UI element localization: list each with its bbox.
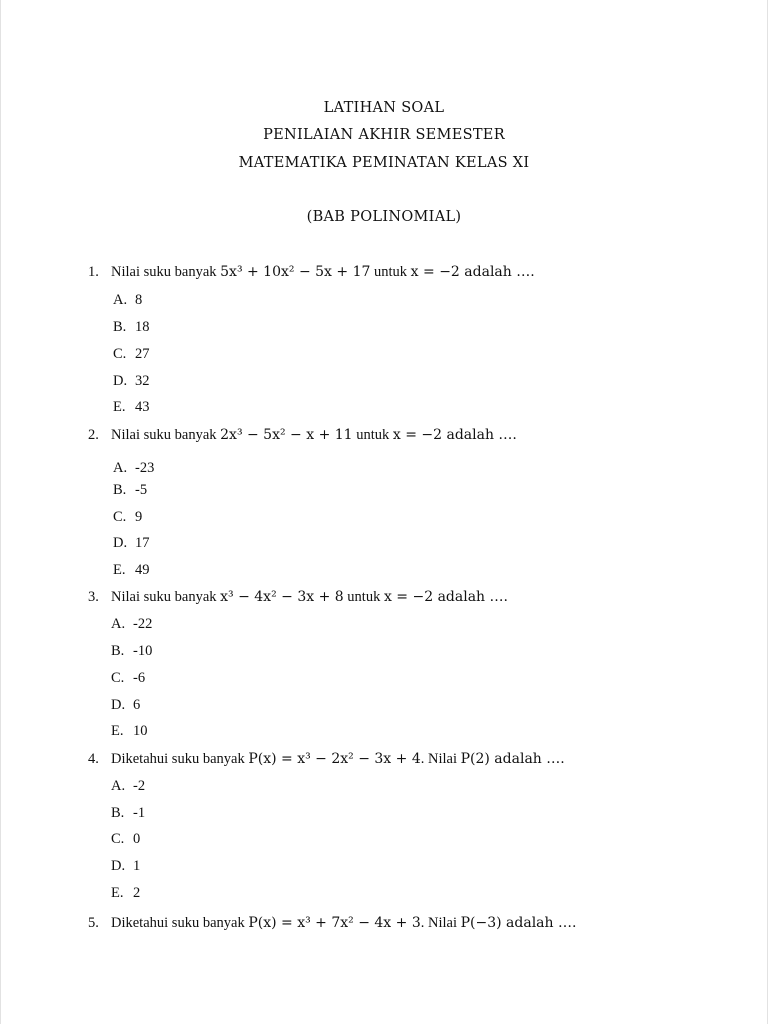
option-value: 10 [133,723,148,739]
question-text: Nilai suku banyak [111,264,221,280]
option-letter: D. [111,697,126,713]
question-text: Diketahui suku banyak [111,915,249,931]
question-text: . Nilai [420,751,461,767]
option-letter: B. [113,319,127,335]
question-4 [88,751,565,768]
question-5 [88,915,576,932]
option-3b [111,643,152,660]
question-math: x = −2 adalah …. [392,427,517,443]
option-value: 6 [133,697,141,713]
question-number: 5. [88,915,99,931]
option-1c [113,346,150,363]
option-3e [111,723,148,740]
question-math: P(2) adalah …. [460,751,565,767]
question-3 [88,589,508,606]
option-2e [113,562,150,579]
option-value: 8 [135,292,143,308]
question-text: Nilai suku banyak [111,427,221,443]
question-math: P(x) = x³ − 2x² − 3x + 4 [248,751,421,767]
option-1d [113,373,150,390]
question-number: 4. [88,751,99,767]
option-letter: A. [113,460,128,476]
option-letter: E. [111,885,124,901]
question-text: Diketahui suku banyak [111,751,249,767]
option-letter: D. [113,373,128,389]
option-4b [111,805,145,822]
option-letter: C. [111,670,125,686]
question-number: 3. [88,589,99,605]
option-3a [111,616,152,633]
option-value: 49 [135,562,150,578]
option-2a [113,460,154,477]
option-letter: E. [111,723,124,739]
option-4e [111,885,140,902]
question-math: P(−3) adalah …. [460,915,577,931]
option-letter: B. [111,643,125,659]
question-math: x = −2 adalah …. [383,589,508,605]
option-2b [113,482,147,499]
option-4c [111,831,140,848]
question-number: 2. [88,427,99,443]
question-math: x³ − 4x² − 3x + 8 [220,589,344,605]
option-value: -23 [135,460,155,476]
option-value: -10 [133,643,153,659]
doc-title-line-3: MATEMATIKA PEMINATAN KELAS XI [238,155,530,171]
question-math: x = −2 adalah …. [410,264,535,280]
option-letter: B. [111,805,125,821]
option-1b [113,319,150,336]
option-value: -2 [133,778,146,794]
question-text: untuk [352,427,393,443]
option-value: 1 [133,858,141,874]
question-2 [88,427,517,444]
option-4d [111,858,140,875]
question-math: 2x³ − 5x² − x + 11 [220,427,353,443]
option-value: 32 [135,373,150,389]
option-letter: D. [111,858,126,874]
option-value: 27 [135,346,150,362]
question-text: . Nilai [420,915,461,931]
option-letter: C. [113,509,127,525]
option-value: -6 [133,670,146,686]
question-number: 1. [88,264,99,280]
option-2d [113,535,150,552]
option-value: -5 [135,482,148,498]
option-value: 2 [133,885,141,901]
question-text: Nilai suku banyak [111,589,221,605]
option-letter: A. [113,292,128,308]
option-letter: E. [113,399,126,415]
option-letter: C. [111,831,125,847]
option-value: -22 [133,616,153,632]
option-letter: B. [113,482,127,498]
doc-chapter-title: (BAB POLINOMIAL) [306,209,462,225]
question-text: untuk [370,264,411,280]
option-1e [113,399,150,416]
option-value: 0 [133,831,141,847]
option-1a [113,292,142,309]
question-text: untuk [343,589,384,605]
option-2c [113,509,142,526]
doc-title-line-1: LATIHAN SOAL [323,100,445,116]
option-letter: A. [111,616,126,632]
option-4a [111,778,145,795]
question-math: P(x) = x³ + 7x² − 4x + 3 [248,915,421,931]
option-value: 9 [135,509,143,525]
option-value: 18 [135,319,150,335]
option-value: 43 [135,399,150,415]
option-value: 17 [135,535,150,551]
option-3c [111,670,145,687]
option-letter: A. [111,778,126,794]
question-1 [88,264,535,281]
option-letter: D. [113,535,128,551]
option-letter: E. [113,562,126,578]
question-math: 5x³ + 10x² − 5x + 17 [220,264,371,280]
page-edge-left [0,0,1,1024]
doc-title-line-2: PENILAIAN AKHIR SEMESTER [263,127,505,143]
option-3d [111,697,140,714]
option-letter: C. [113,346,127,362]
option-value: -1 [133,805,146,821]
